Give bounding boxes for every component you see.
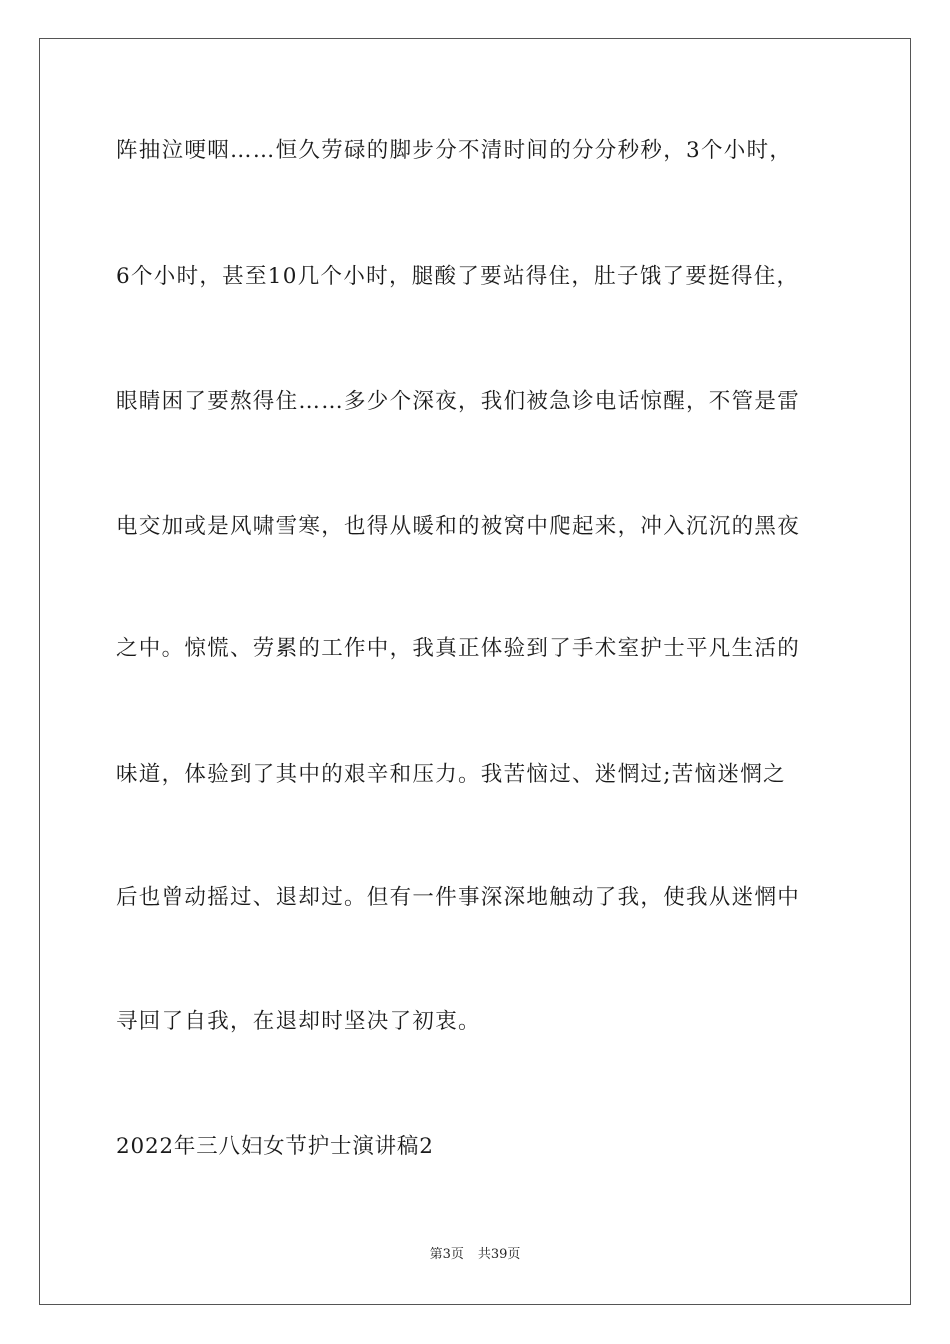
body-text-line: 寻回了自我，在退却时坚决了初衷。: [116, 1009, 481, 1034]
page-number: 第3页: [429, 1247, 464, 1262]
body-text-line: 电交加或是风啸雪寒，也得从暖和的被窝中爬起来，冲入沉沉的黑夜: [116, 514, 801, 539]
body-text-line: 之中。惊慌、劳累的工作中，我真正体验到了手术室护士平凡生活的: [116, 636, 801, 661]
page-frame: [39, 38, 911, 1305]
total-pages: 共39页: [477, 1247, 521, 1262]
body-text-line: 后也曾动摇过、退却过。但有一件事深深地触动了我，使我从迷惘中: [116, 885, 801, 910]
body-text-line: 味道，体验到了其中的艰辛和压力。我苦恼过、迷惘过;苦恼迷惘之: [116, 762, 786, 787]
body-text-line: 阵抽泣哽咽……恒久劳碌的脚步分不清时间的分分秒秒，3个小时，: [116, 138, 793, 163]
body-text-line: 眼睛困了要熬得住……多少个深夜，我们被急诊电话惊醒，不管是雷: [116, 389, 801, 414]
section-title: 2022年三八妇女节护士演讲稿2: [116, 1134, 434, 1159]
body-text-line: 6个小时，甚至10几个小时，腿酸了要站得住，肚子饿了要挺得住，: [116, 264, 800, 289]
page-footer: [0, 1246, 950, 1264]
